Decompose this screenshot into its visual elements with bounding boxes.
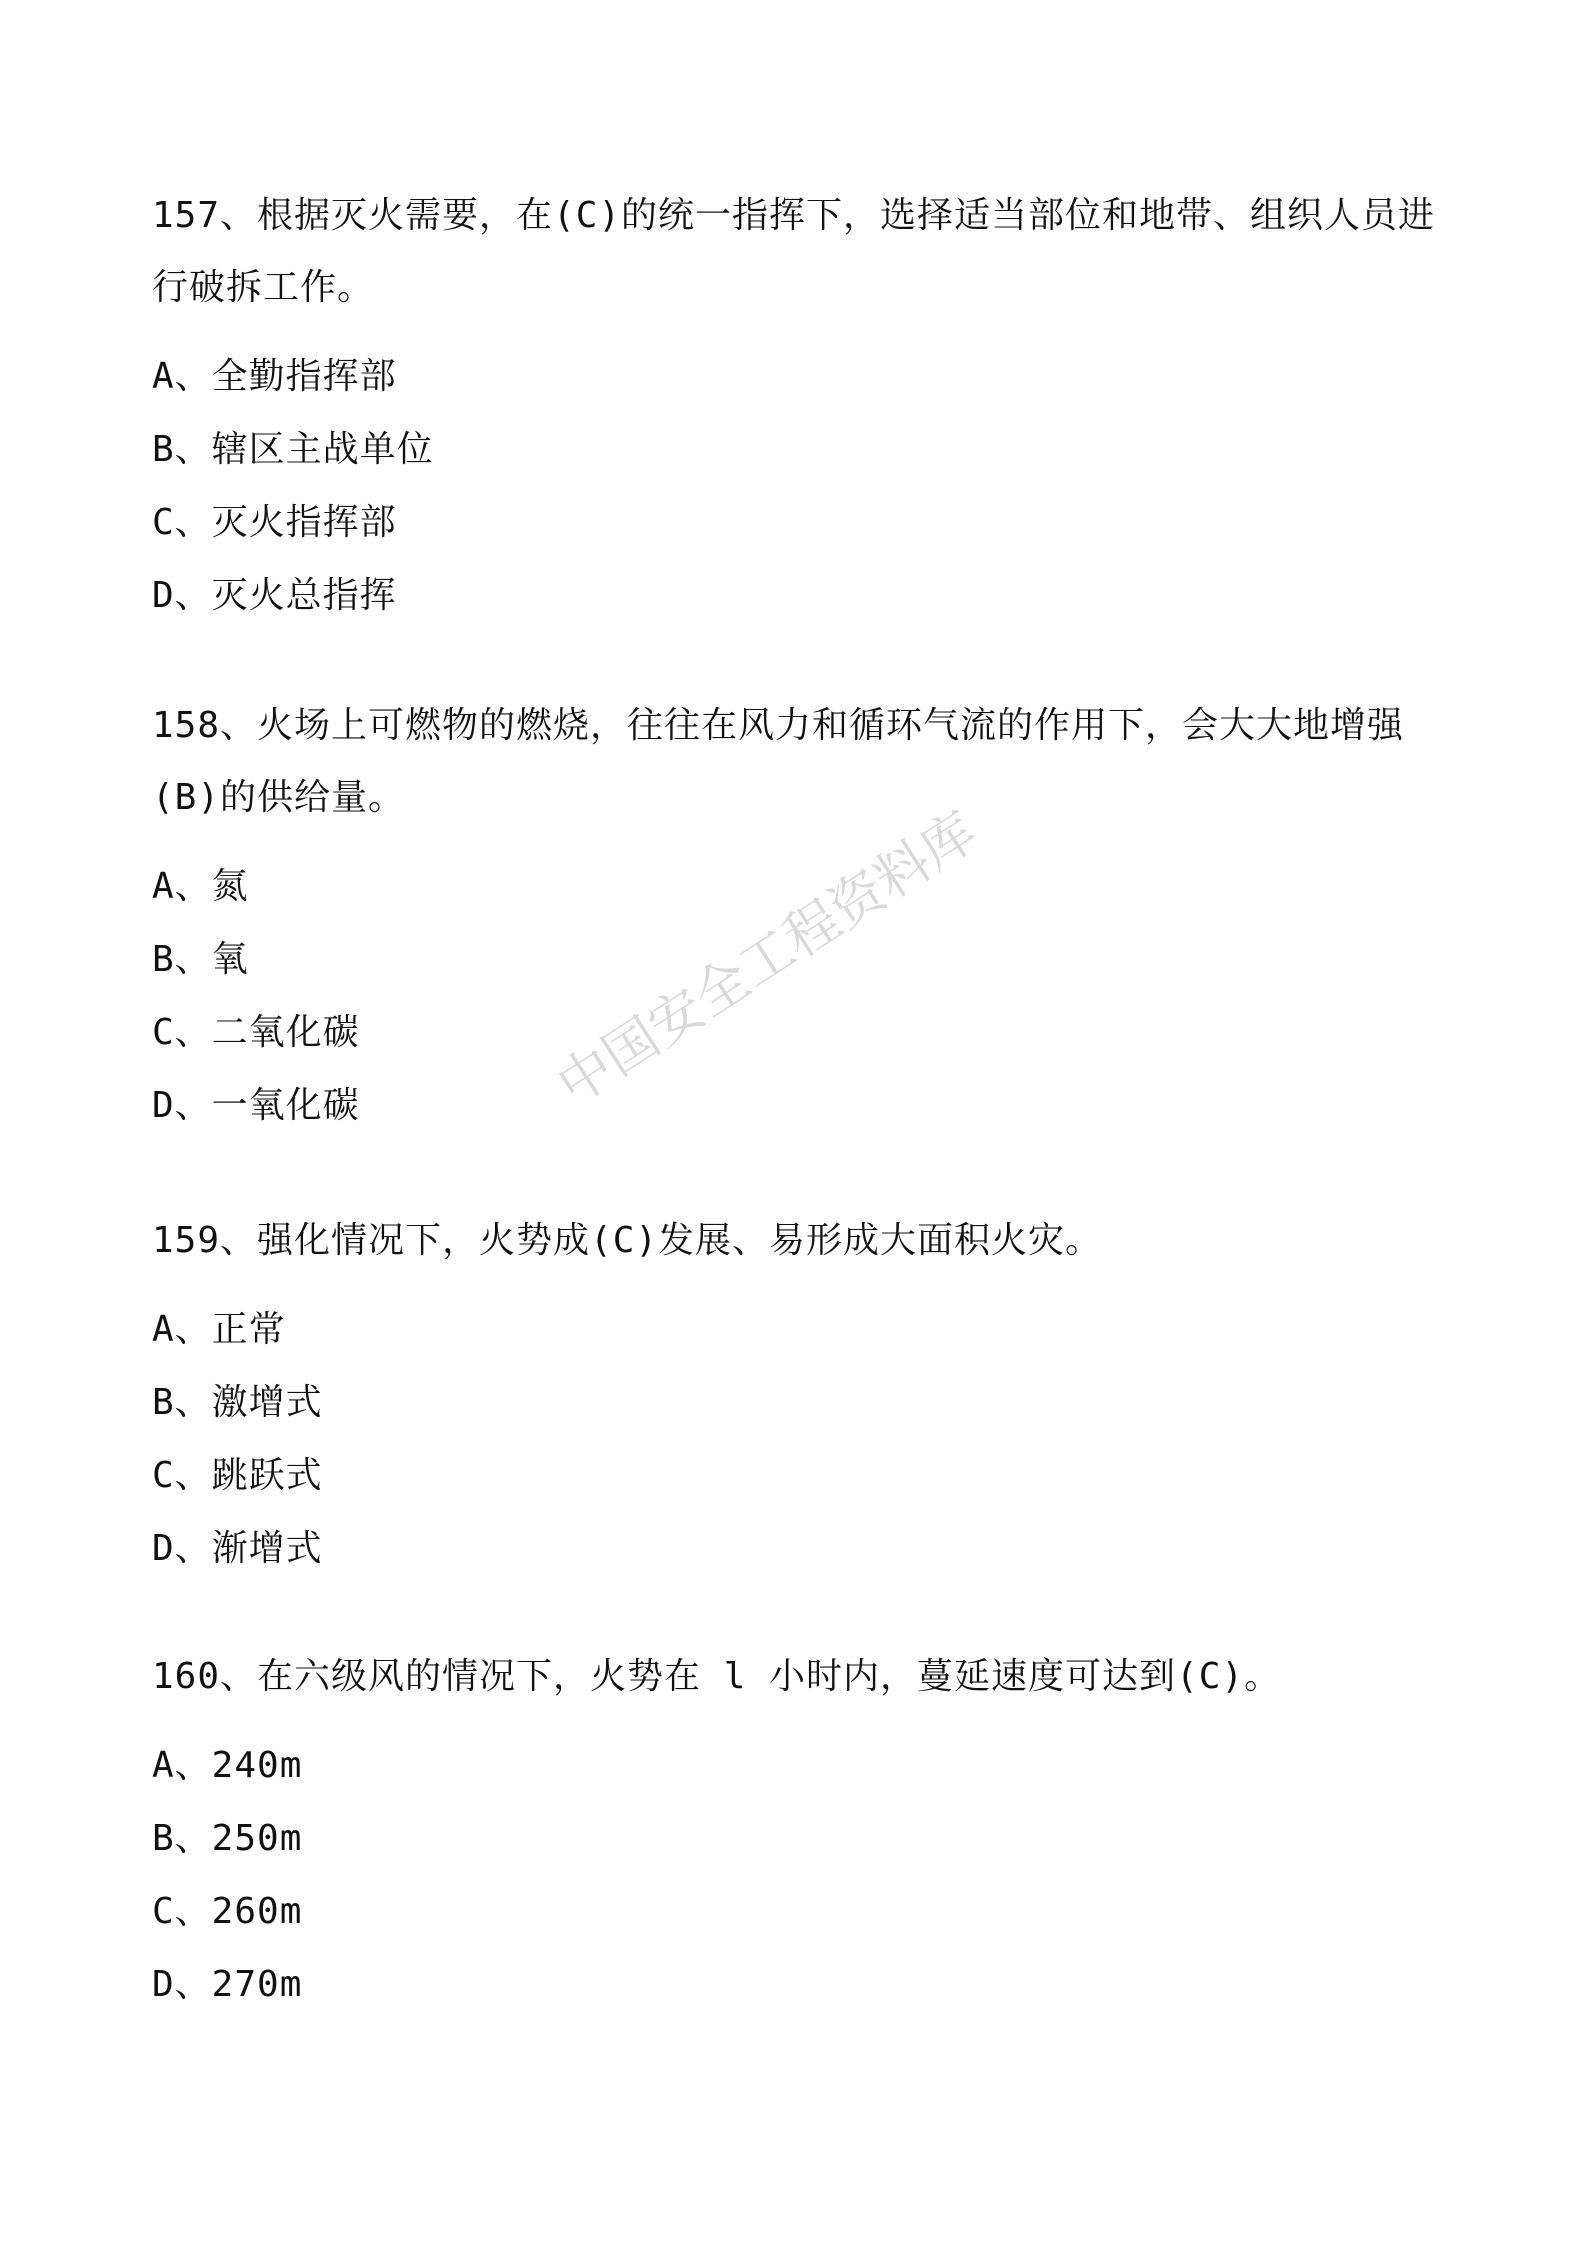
option-b: B、激增式 <box>152 1382 323 1423</box>
watermark: 中国安全工程资料库 <box>545 799 988 1118</box>
option-a: A、正常 <box>152 1309 286 1350</box>
question-stem: 159、强化情况下，火势成(C)发展、易形成大面积火灾。 <box>152 1220 1103 1261</box>
question-stem: 157、根据灭火需要，在(C)的统一指挥下，选择适当部位和地带、组织人员进行破拆工作。 <box>152 195 1436 308</box>
question-160 <box>152 1641 1452 2005</box>
option-b: B、辖区主战单位 <box>152 429 434 470</box>
question-159 <box>152 1205 1452 1569</box>
question-158 <box>152 690 1452 1126</box>
option-c: C、260m <box>152 1891 303 1932</box>
option-b: B、250m <box>152 1818 303 1859</box>
option-d: D、渐增式 <box>152 1528 323 1569</box>
option-b: B、氧 <box>152 939 249 980</box>
option-a: A、氮 <box>152 866 249 907</box>
option-a: A、全勤指挥部 <box>152 356 397 397</box>
question-stem: 160、在六级风的情况下，火势在 l 小时内，蔓延速度可达到(C)。 <box>152 1656 1282 1697</box>
question-157 <box>152 180 1452 616</box>
option-d: D、一氧化碳 <box>152 1085 360 1126</box>
option-d: D、灭火总指挥 <box>152 575 397 616</box>
option-a: A、240m <box>152 1745 303 1786</box>
question-stem: 158、火场上可燃物的燃烧，往往在风力和循环气流的作用下，会大大地增强(B)的供给量。 <box>152 705 1405 818</box>
option-d: D、270m <box>152 1964 303 2005</box>
option-c: C、跳跃式 <box>152 1455 323 1496</box>
option-c: C、灭火指挥部 <box>152 502 397 543</box>
option-c: C、二氧化碳 <box>152 1012 360 1053</box>
